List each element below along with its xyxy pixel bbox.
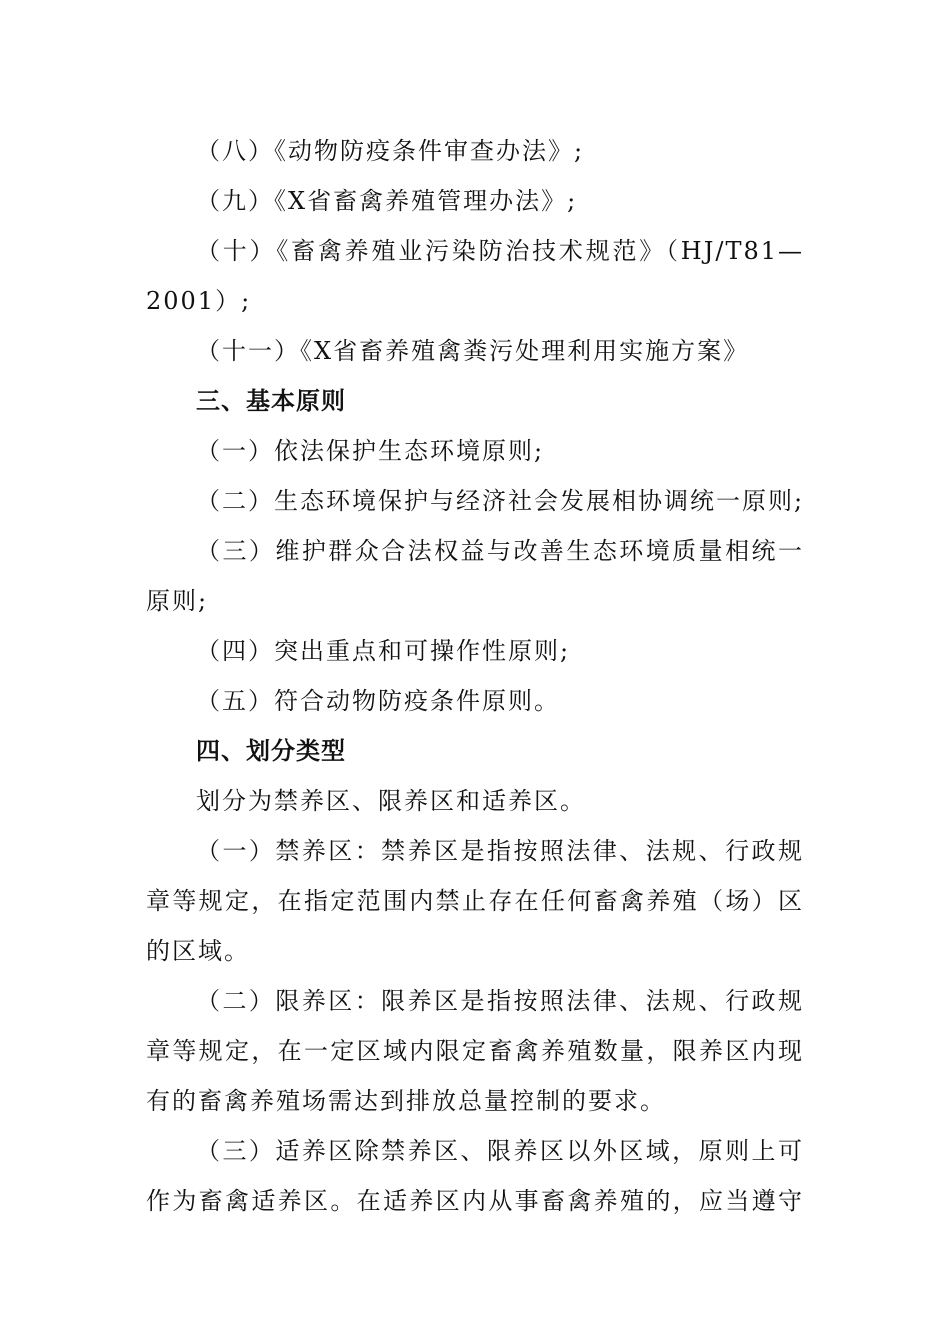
principle-item-3-continued: 原则; [146, 587, 209, 615]
zone-types-intro: 划分为禁养区、限养区和适养区。 [196, 787, 586, 815]
principle-item-5: （五）符合动物防疫条件原则。 [196, 687, 560, 715]
principle-item-2: （二）生态环境保护与经济社会发展相协调统一原则; [196, 487, 805, 515]
zone-type-restricted-line-3: 有的畜禽养殖场需达到排放总量控制的要求。 [146, 1087, 666, 1115]
legal-basis-item-8: （八）《动物防疫条件审查办法》; [196, 137, 585, 165]
zone-type-suitable-line-1: （三）适养区除禁养区、限养区以外区域，原则上可 [196, 1137, 804, 1165]
principle-item-3: （三）维护群众合法权益与改善生态环境质量相统一 [196, 537, 804, 565]
legal-basis-item-10: （十）《畜禽养殖业污染防治技术规范》（HJ/T81— [196, 237, 804, 265]
zone-type-suitable-line-2: 作为畜禽适养区。在适养区内从事畜禽养殖的，应当遵守 [146, 1187, 804, 1215]
legal-basis-item-11: （十一）《X省畜养殖禽粪污处理利用实施方案》 [196, 337, 750, 365]
zone-type-prohibited-line-2: 章等规定，在指定范围内禁止存在任何畜禽养殖（场）区 [146, 887, 804, 915]
zone-type-prohibited-line-3: 的区域。 [146, 937, 250, 965]
principle-item-1: （一）依法保护生态环境原则; [196, 437, 545, 465]
legal-basis-item-10-continued: 2001）; [146, 287, 252, 315]
zone-type-restricted-line-1: （二）限养区：限养区是指按照法律、法规、行政规 [196, 987, 804, 1015]
section-heading-basic-principles: 三、基本原则 [196, 387, 346, 415]
zone-type-prohibited-line-1: （一）禁养区：禁养区是指按照法律、法规、行政规 [196, 837, 804, 865]
legal-basis-item-9: （九）《X省畜禽养殖管理办法》; [196, 187, 578, 215]
principle-item-4: （四）突出重点和可操作性原则; [196, 637, 571, 665]
zone-type-restricted-line-2: 章等规定，在一定区域内限定畜禽养殖数量，限养区内现 [146, 1037, 804, 1065]
section-heading-zone-types: 四、划分类型 [196, 737, 346, 765]
